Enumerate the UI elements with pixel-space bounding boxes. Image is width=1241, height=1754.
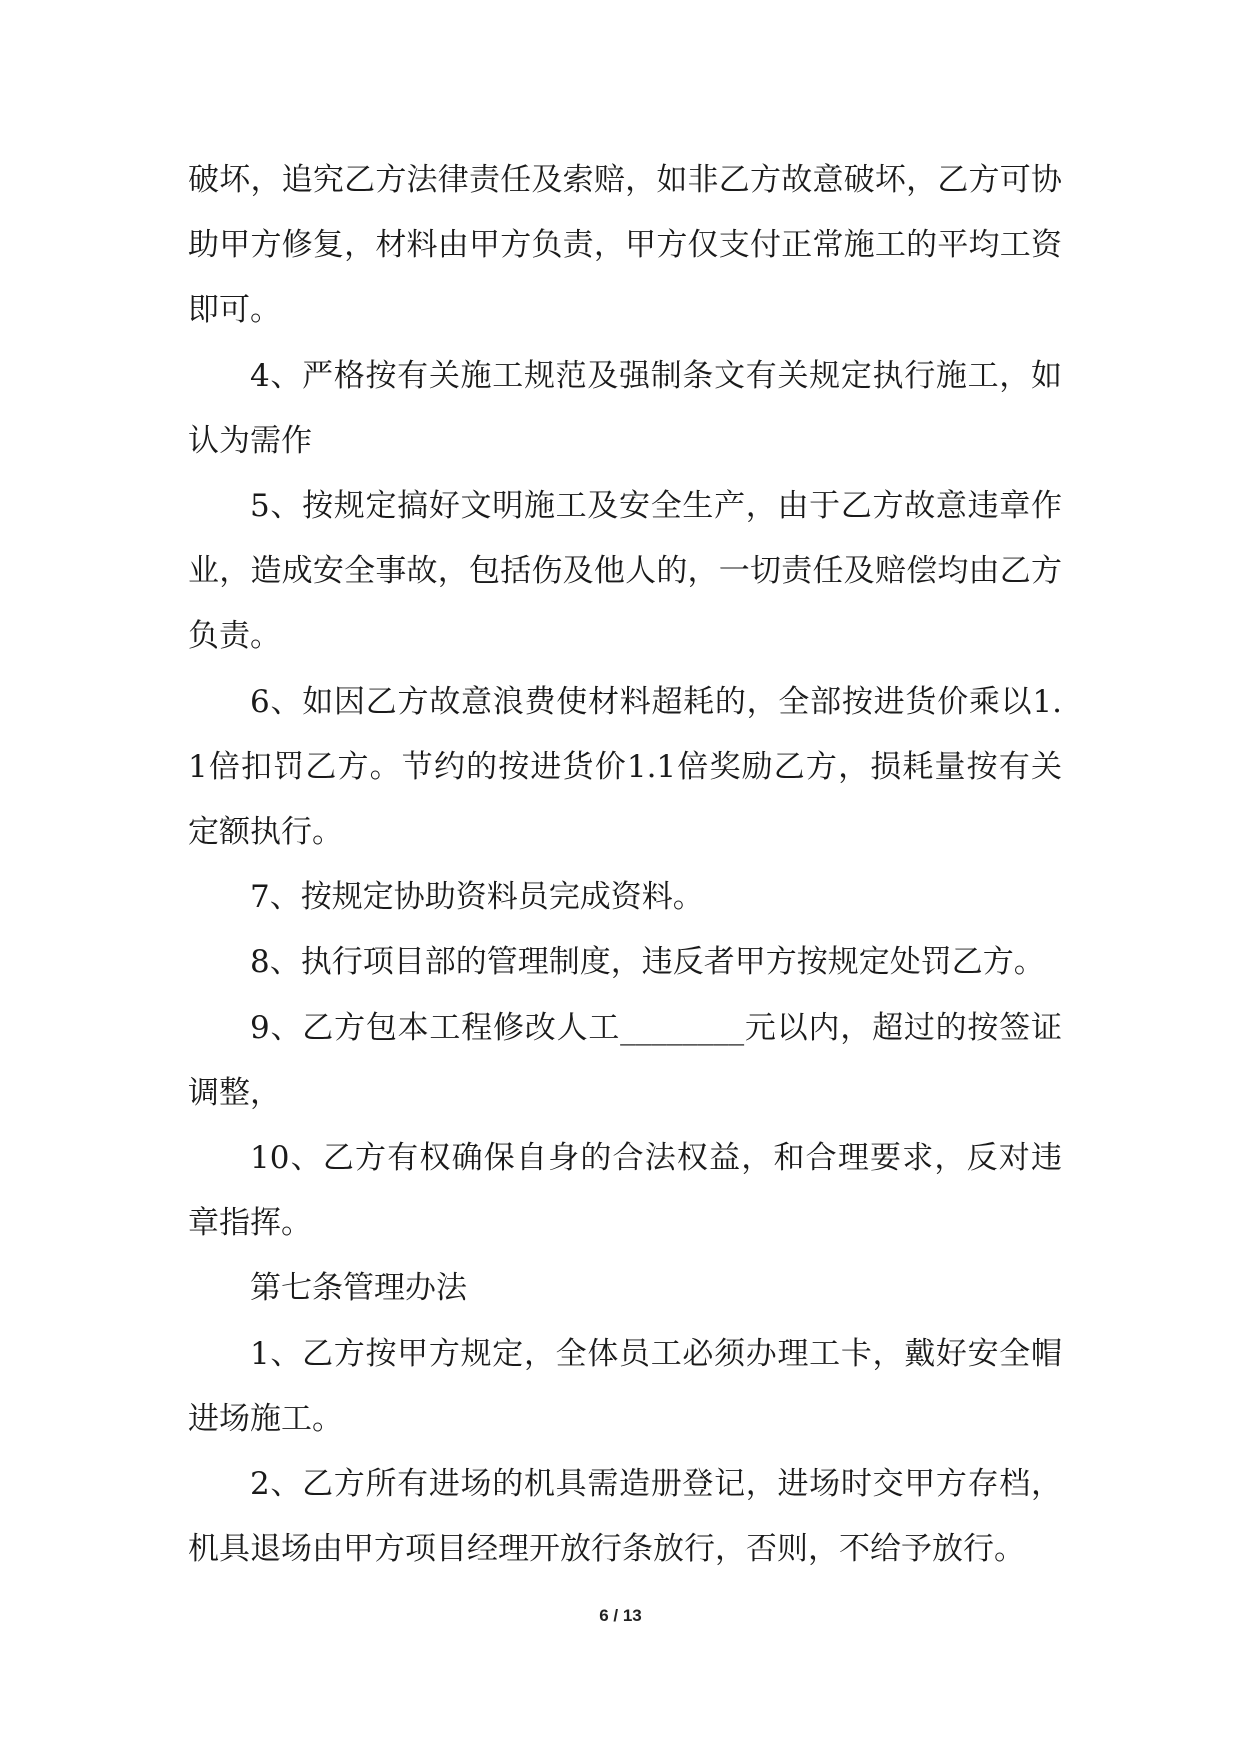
paragraph-10: 1、乙方按甲方规定，全体员工必须办理工卡，戴好安全帽进场施工。: [188, 1335, 1062, 1437]
paragraph-6: 8、执行项目部的管理制度，违反者甲方按规定处罚乙方。: [250, 944, 1045, 981]
paragraph-8: 10、乙方有权确保自身的合法权益，和合理要求，反对违章指挥。: [188, 1140, 1062, 1242]
page-number: 6 / 13: [599, 1606, 642, 1625]
paragraph-4: 6、如因乙方故意浪费使材料超耗的，全部按进货价乘以1.1倍扣罚乙方。节约的按进货价1.1倍奖励乙方，损耗量按有关定额执行。: [188, 683, 1062, 851]
page-body: [188, 148, 1062, 1582]
paragraph-11: 2、乙方所有进场的机具需造册登记，进场时交甲方存档，机具退场由甲方项目经理开放行条放行，否则，不给予放行。: [188, 1466, 1062, 1568]
paragraph-3: 5、按规定搞好文明施工及安全生产，由于乙方故意违章作业，造成安全事故，包括伤及他人的，一切责任及赔偿均由乙方负责。: [188, 488, 1062, 655]
section-heading: 第七条管理办法: [250, 1270, 467, 1307]
paragraph-7: 9、乙方包本工程修改人工________元以内，超过的按签证调整，: [188, 1009, 1062, 1111]
paragraph-5: 7、按规定协助资料员完成资料。: [250, 879, 704, 916]
paragraph-1: 破坏，追究乙方法律责任及索赔，如非乙方故意破坏，乙方可协助甲方修复，材料由甲方负责，甲方仅支付正常施工的平均工资即可。: [188, 162, 1062, 329]
paragraph-2: 4、严格按有关施工规范及强制条文有关规定执行施工，如认为需作: [188, 357, 1062, 459]
